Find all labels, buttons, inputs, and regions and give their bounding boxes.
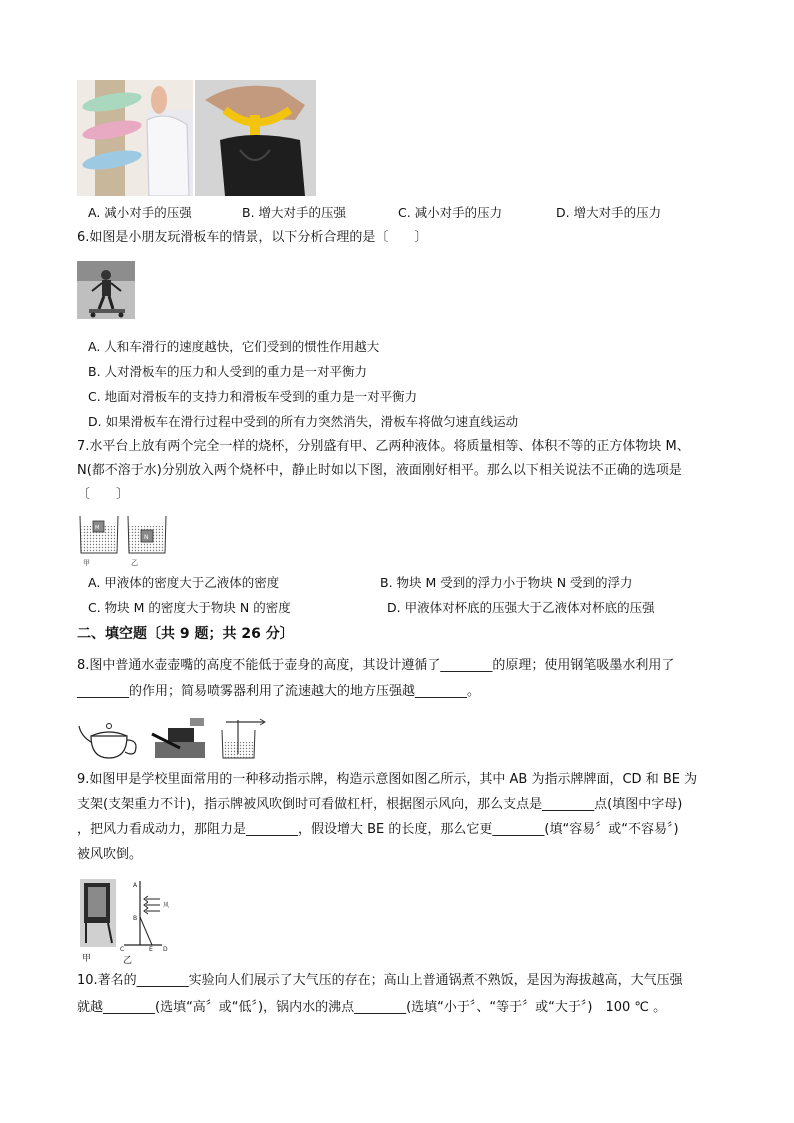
- q6-option-b: B. 人对滑板车的压力和人受到的重力是一对平衡力: [88, 364, 368, 379]
- letter-a: A: [133, 882, 138, 889]
- q9-line-1: 9.如图甲是学校里面常用的一种移动指示牌，构造示意图如图乙所示，其中 AB 为指示牌牌面，CD 和 BE 为: [77, 772, 698, 787]
- q5-figure-handles: [77, 80, 193, 196]
- letter-c: C: [120, 946, 125, 953]
- handle-photo-right: [195, 80, 316, 196]
- q8-figure-teapot: [77, 714, 142, 762]
- q7-stem-line-1: 7.水平台上放有两个完全一样的烧杯，分别盛有甲、乙两种液体。将质量相等、体积不等的正方体物块 M、: [77, 439, 690, 454]
- q6-option-c: C. 地面对滑板车的支持力和滑板车受到的重力是一对平衡力: [88, 389, 418, 404]
- q7-figure-beakers: [77, 513, 173, 569]
- q7-stem-line-2: N(都不溶于水)分别放入两个烧杯中，静止时如以下图，液面刚好相平。那么以下相关说法不正确的选项是: [77, 463, 682, 478]
- q9-line-3: ，把风力看成动力，那阻力是________，假设增大 BE 的长度，那么它更________(填“容易〞或“不容易〞): [77, 822, 679, 837]
- q8-figure-pen: [150, 714, 210, 762]
- q9-line-4: 被风吹倒。: [77, 847, 143, 862]
- q7-option-d: D. 甲液体对杯底的压强大于乙液体对杯底的压强: [387, 600, 655, 615]
- letter-d: D: [163, 946, 168, 953]
- q5-option-c: C. 减小对手的压力: [398, 205, 503, 220]
- teapot-icon: [77, 714, 142, 762]
- handle-photo-left: [77, 80, 193, 196]
- q9-figure-label-yi: 乙: [123, 956, 133, 966]
- beakers-diagram: [77, 513, 173, 569]
- q9-figure-label-jia: 甲: [82, 954, 92, 964]
- q9-figure-sign-photo: [80, 879, 116, 947]
- fountain-pen-photo: [150, 714, 210, 762]
- figure-label-jia: 甲: [83, 559, 90, 567]
- letter-e: E: [149, 946, 153, 953]
- q6-stem: 6.如图是小朋友玩滑板车的情景，以下分析合理的是〔 〕: [77, 230, 428, 245]
- q7-option-c: C. 物块 M 的密度大于物块 N 的密度: [88, 600, 291, 615]
- block-m-label: M: [95, 525, 100, 531]
- q8-line-2: ________的作用；简易喷雾器利用了流速越大的地方压强越________。: [77, 684, 481, 699]
- q6-option-a: A. 人和车滑行的速度越快，它们受到的惯性作用越大: [88, 339, 380, 354]
- q8-line-1: 8.图中普通水壶壶嘴的高度不能低于壶身的高度，其设计遵循了________的原理；使用钢笔吸墨水利用了: [77, 658, 675, 673]
- q5-option-a: A. 减小对手的压强: [88, 205, 192, 220]
- q7-stem-line-3: 〔 〕: [77, 487, 130, 502]
- q7-option-a: A. 甲液体的密度大于乙液体的密度: [88, 575, 280, 590]
- letter-b: B: [133, 915, 138, 922]
- sign-structure-diagram: [116, 877, 180, 953]
- q9-figure-structure: [116, 877, 180, 953]
- section-title-fill-in: 二、填空题〔共 9 题；共 26 分〕: [77, 626, 294, 642]
- q6-figure-scooter: [77, 261, 135, 319]
- q7-option-b: B. 物块 M 受到的浮力小于物块 N 受到的浮力: [380, 575, 633, 590]
- sprayer-diagram: [218, 714, 266, 762]
- q5-option-d: D. 增大对手的压力: [556, 205, 662, 220]
- block-n-label: N: [144, 534, 149, 541]
- wind-label: 风: [163, 902, 170, 909]
- q5-figure-bag-holder: [195, 80, 316, 196]
- q10-line-1: 10.著名的________实验向人们展示了大气压的存在；高山上普通锅煮不熟饭，是因为海拔越高，大气压强: [77, 973, 683, 988]
- scooter-photo: [77, 261, 135, 319]
- q5-option-b: B. 增大对手的压强: [242, 205, 347, 220]
- q8-figure-sprayer: [218, 714, 266, 762]
- figure-label-yi: 乙: [131, 559, 138, 567]
- q10-line-2: 就越________(选填“高〞或“低〞)，锅内水的沸点________(选填“小于〞、“等于〞或“大于〞) 100 ℃ 。: [77, 1000, 667, 1015]
- q6-option-d: D. 如果滑板车在滑行过程中受到的所有力突然消失，滑板车将做匀速直线运动: [88, 414, 519, 429]
- sign-photo: [80, 879, 116, 947]
- q9-line-2: 支架(支架重力不计)，指示牌被风吹倒时可看做杠杆，根据图示风向，那么支点是________点(填图中字母): [77, 797, 683, 812]
